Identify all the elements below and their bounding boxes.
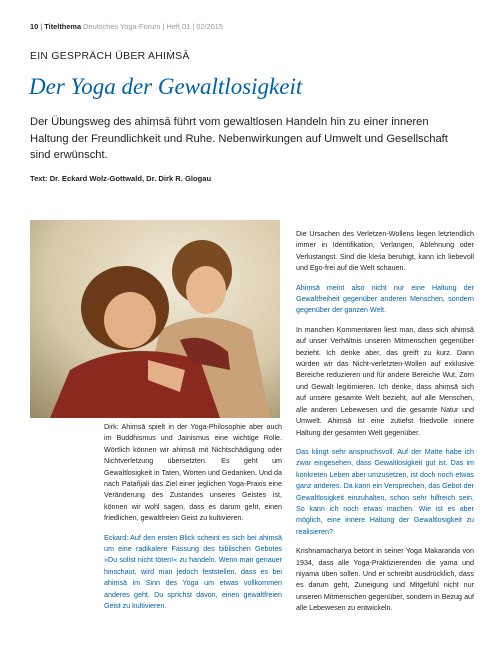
lead-line: sind erwünscht. xyxy=(30,149,108,161)
publication-info: Deutsches Yoga-Forum | Heft 01 | 02/2015 xyxy=(83,22,224,31)
header-separator: | xyxy=(40,22,43,31)
page-number: 10 xyxy=(30,22,39,31)
body-paragraph: Dirk: Ahiṃsā spielt in der Yoga-Philosophie aber auch im Buddhismus und Jainismus eine wichtige Rolle. Wörtlich können wir ahiṃsā mit Nichtschädigung oder Nichtverletzung übersetzten. Es geht um Gewaltlosigkeit in Taten, Worten und Gedanken. Und da nach Patañjali das Ziel einer jeglichen Yoga-Praxis eine Veränderung des Zustandes unseres Geistes ist, können wir wohl sagen, dass es darum geht, einen friedlichen, gewaltfreien Geist zu kultivieren. xyxy=(104,423,282,523)
article-title: Der Yoga der Gewaltlosigkeit xyxy=(29,74,303,99)
lead-line: Haltung der Freundlichkeit und Ruhe. Nebenwirkungen auf Umwelt und Gesellschaft xyxy=(30,132,448,145)
body-paragraph: In manchen Kommentaren liest man, dass sich ahiṃsā auf unser Verhältnis unseren Mitmenschen gegenüber bezieht. Ich denke aber, das greift zu kurz. Dann würden wir das Nicht-verletzten-Wollen auf exklusive Bereiche reduzieren und für andere Bereiche Wut, Zorn und Gewalt legitimieren. Ich denke, dass ahiṃsā sich auf unsere gesamte Welt bezieht, auf alle Menschen, alle anderen Lebewesen und die gesamte Natur und Umwelt. Ahiṃsā ist eine zutiefst friedvolle innere Haltung der gesamten Welt gegenüber. xyxy=(296,325,474,437)
children-photo xyxy=(30,220,280,418)
running-header xyxy=(30,22,223,31)
article-column-right xyxy=(296,229,474,623)
question-paragraph: Eckard: Auf den ersten Blick scheint es sich bei ahiṃsā um eine radikalere Fassung des biblischen Gebotes »Du sollst nicht töten!« zu handeln. Wenn man genauer hinschaut, wird man jedoch feststellen, dass es bei ahiṃsā im Sinn des Yoga um etwas vollkommen anderes geht. Du sprichst davon, einen gewaltfreien Geist zu kultivieren. xyxy=(104,533,282,611)
body-paragraph: Die Ursachen des Verletzen-Wollens liegen letztendlich immer in Identifikation, Verlangen, Ablehnung oder Verlustangst. Sind die kleśa beruhigt, kann ich liebevoll und Ego-frei auf die Welt schauen. xyxy=(296,230,474,273)
article-column-middle xyxy=(104,422,282,621)
question-paragraph: Das klingt sehr anspruchsvoll. Auf der Matte habe ich zwar eingesehen, dass Gewaltlosigkeit gut ist. Das im konkreten Leben aber umzusetzen, ist doch noch etwas ganz anderes. Da kann ein Versprechen, das Gebot der Gewaltlosigkeit einzuhalten, schon sehr hilfreich sein. So kann ich noch etwas machen. Wie ist es aber möglich, eine innere Haltung der Gewaltlosigkeit zu realisieren? xyxy=(296,447,474,536)
lead-line: Der Übungsweg des ahiṃsā führt vom gewaltlosen Handeln hin zu einer inneren xyxy=(30,116,429,128)
question-paragraph: Ahiṃsā meint also nicht nur eine Haltung der Gewaltfreiheit gegenüber anderen Menschen, sondern gegenüber der ganzen Welt. xyxy=(296,283,474,315)
article-lead xyxy=(30,114,470,164)
article-kicker: EIN GESPRÄCH ÜBER AHIṀSĀ xyxy=(30,51,190,62)
section-name: Titelthema xyxy=(44,22,82,31)
body-paragraph: Krishnamacharya betont in seiner Yoga Makaranda von 1934, dass alle Yoga-Praktizierenden die yama und niyama üben sollen. Und er schreibt ausdrücklich, dass es darum geht, Zuneigung und Mitgefühl nicht nur unseren Mitmenschen gegenüber, sondern in Bezug auf alle Lebewesen zu entwickeln. xyxy=(296,547,474,613)
photo-illustration xyxy=(30,220,280,418)
author-credit: Text: Dr. Eckard Wolz-Gottwald, Dr. Dirk R. Glogau xyxy=(30,174,212,183)
